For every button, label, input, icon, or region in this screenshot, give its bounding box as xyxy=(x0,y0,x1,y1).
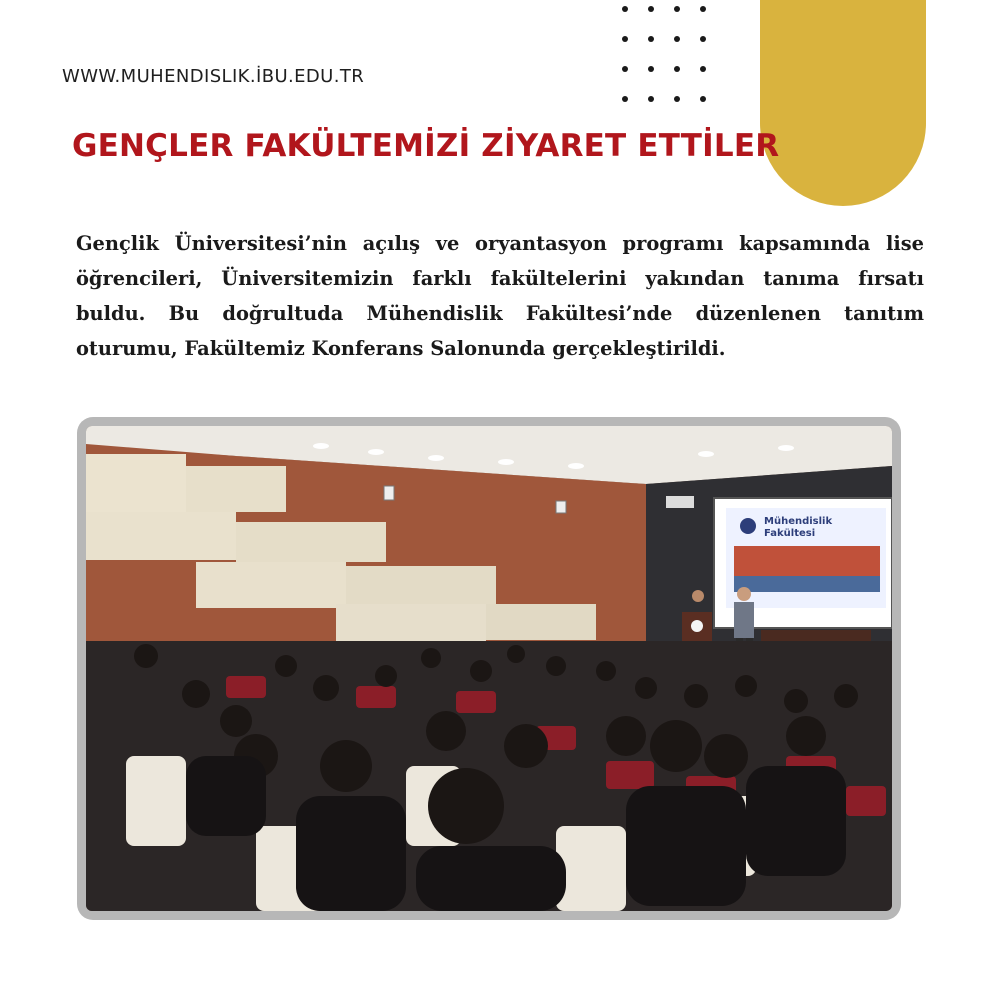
website-url: WWW.MUHENDISLIK.İBU.EDU.TR xyxy=(62,66,365,87)
dot-pattern-decoration xyxy=(622,6,712,102)
photo-frame xyxy=(77,417,901,920)
conference-hall-photo xyxy=(86,426,892,911)
screen-title-line1: Mühendislik xyxy=(764,516,833,527)
article-paragraph: Gençlik Üniversitesi’nin açılış ve oryantasyon programı kapsamında lise öğrencileri, Üniversitemizin farklı fakültelerini yakından tanıma fırsatı buldu. Bu doğrultuda Mühendislik Fakültesi’nde düzenlenen tanıtım oturumu, Fakültemiz Konferans Salonunda gerçekleştirildi. xyxy=(76,232,924,360)
page-headline: GENÇLER FAKÜLTEMİZİ ZİYARET ETTİLER xyxy=(72,128,780,164)
conference-hall-illustration xyxy=(86,426,892,911)
screen-title-line2: Fakültesi xyxy=(764,528,816,539)
gold-decorative-shape xyxy=(760,0,926,206)
